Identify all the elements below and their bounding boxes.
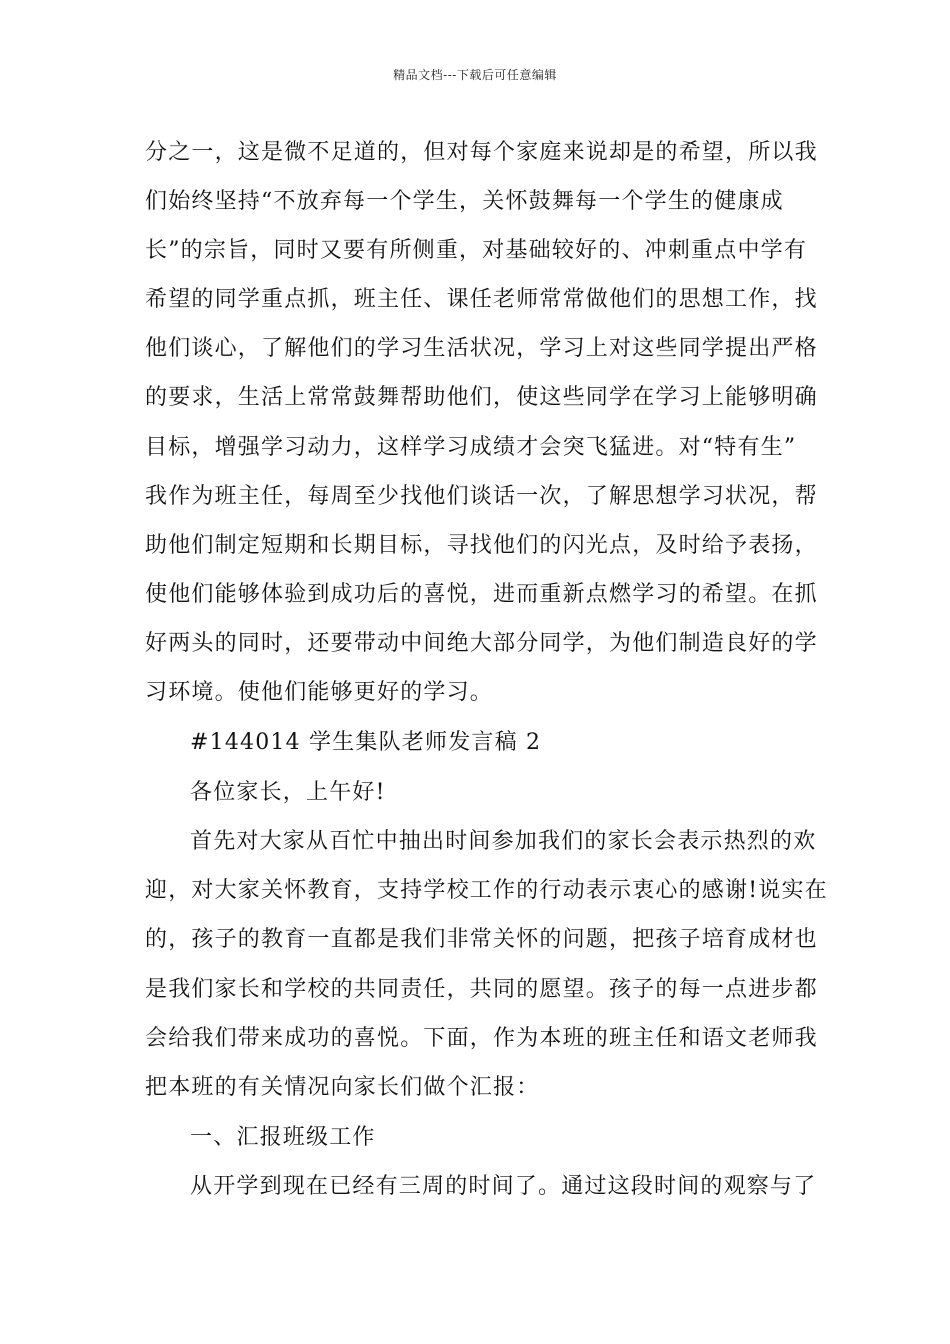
- text-line: 目标，增强学习动力，这样学习成绩才会突飞猛进。对“特有生”: [145, 435, 797, 460]
- text-line: 分之一，这是微不足道的，但对每个家庭来说却是的希望，所以我: [145, 140, 818, 165]
- text-line: 好两头的同时，还要带动中间绝大部分同学，为他们制造良好的学: [145, 631, 818, 656]
- text-line: 习环境。使他们能够更好的学习。: [145, 680, 494, 705]
- text-line: 会给我们带来成功的喜悦。下面，作为本班的班主任和语文老师我: [145, 1026, 818, 1051]
- page-header: 精品文档---下载后可任意编辑: [393, 68, 557, 82]
- text-line: 首先对大家从百忙中抽出时间参加我们的家长会表示热烈的欢: [190, 829, 817, 854]
- greeting-line: 各位家长，上午好!: [190, 780, 386, 805]
- text-line: 的，孩子的教育一直都是我们非常关怀的问题，把孩子培育成材也: [145, 927, 818, 952]
- section-title: #144014 学生集队老师发言稿 2: [190, 730, 542, 755]
- text-line: 助他们制定短期和长期目标，寻找他们的闪光点，及时给予表扬，: [145, 533, 818, 558]
- text-line: 是我们家长和学校的共同责任，共同的愿望。孩子的每一点进步都: [145, 977, 818, 1002]
- text-line: 希望的同学重点抓，班主任、课任老师常常做他们的思想工作，找: [145, 287, 818, 312]
- text-line: 我作为班主任，每周至少找他们谈话一次，了解思想学习状况，帮: [145, 484, 818, 509]
- text-line: 使他们能够体验到成功后的喜悦，进而重新点燃学习的希望。在抓: [145, 582, 818, 607]
- text-line: 他们谈心，了解他们的学习生活状况，学习上对这些同学提出严格: [145, 336, 818, 361]
- text-line: 迎，对大家关怀教育，支持学校工作的行动表示衷心的感谢!说实在: [145, 878, 828, 903]
- text-line: 的要求，生活上常常鼓舞帮助他们，使这些同学在学习上能够明确: [145, 385, 818, 410]
- text-line: 从开学到现在已经有三周的时间了。通过这段时间的观察与了: [190, 1174, 817, 1199]
- text-line: 长”的宗旨，同时又要有所侧重，对基础较好的、冲刺重点中学有: [145, 238, 808, 263]
- text-line: 们始终坚持“不放弃每一个学生，关怀鼓舞每一个学生的健康成: [145, 189, 784, 214]
- text-line: 把本班的有关情况向家长们做个汇报：: [145, 1075, 540, 1100]
- subsection-heading: 一、汇报班级工作: [190, 1125, 376, 1150]
